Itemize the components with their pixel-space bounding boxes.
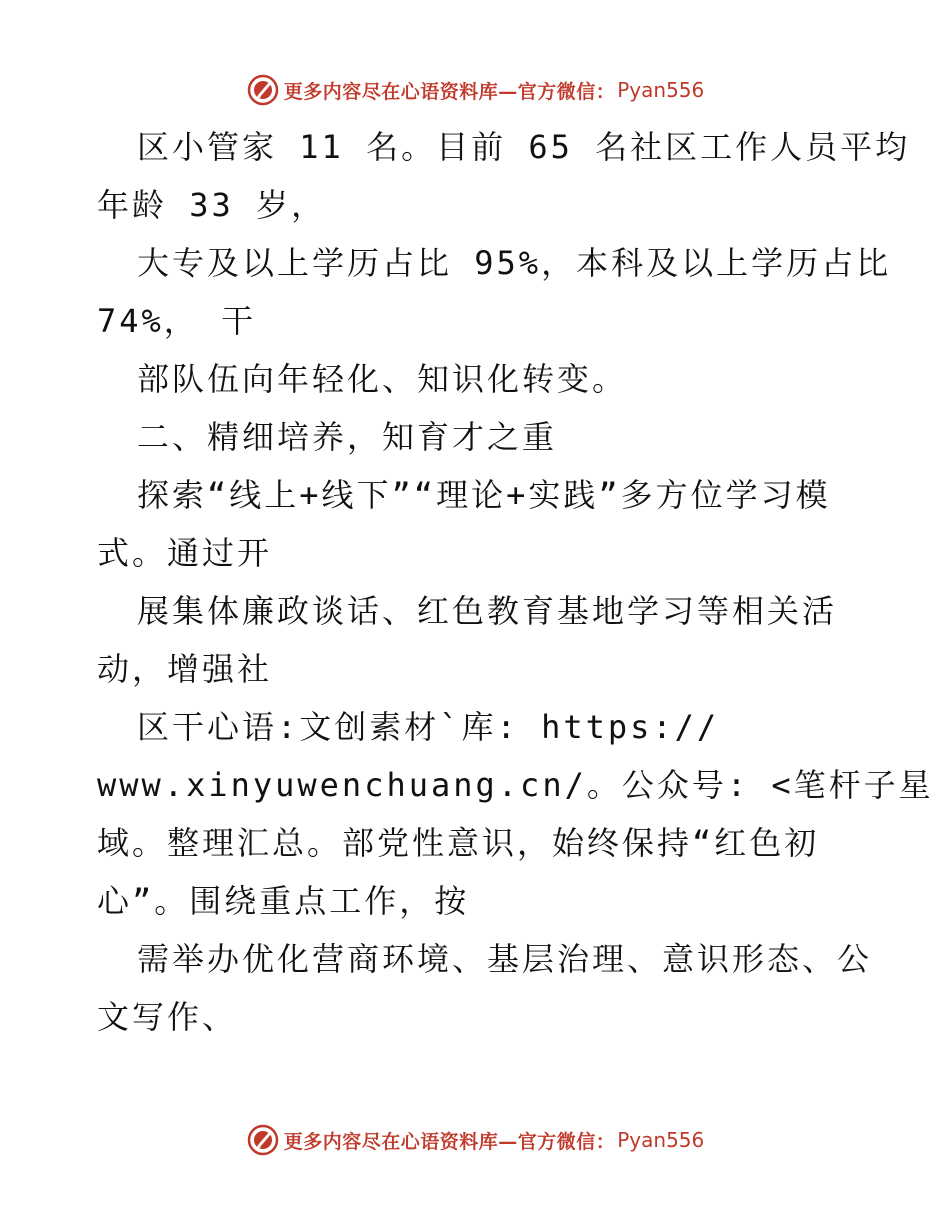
text-line: 部队伍向年轻化、知识化转变。 <box>137 360 628 398</box>
text-line: 探索“线上+线下”“理论+实践”多方位学习模 <box>137 476 831 514</box>
watermark-text: 更多内容尽在心语资料库—官方微信： <box>283 80 616 103</box>
text-line: 式。通过开 <box>97 534 273 572</box>
footer-watermark <box>0 1120 950 1160</box>
text-line: 文写作、 <box>97 998 238 1036</box>
text-line: 动，增强社 <box>97 650 273 688</box>
text-line: 区小管家 11 名。目前 65 名社区工作人员平均 <box>137 128 911 166</box>
watermark-text: 更多内容尽在心语资料库—官方微信： <box>283 1130 616 1153</box>
text-line: 74%， 干 <box>97 302 257 340</box>
text-line: 心”。围绕重点工作，按 <box>97 882 470 920</box>
text-line: 大专及以上学历占比 95%，本科及以上学历占比 <box>137 244 892 282</box>
text-line: 域。整理汇总。部党性意识，始终保持“红色初 <box>97 824 820 862</box>
text-line: 展集体廉政谈话、红色教育基地学习等相关活 <box>137 592 838 630</box>
watermark-account: Pyan556 <box>617 1128 705 1152</box>
text-line: www.xinyuwenchuang.cn/。公众号: <笔杆子星 <box>97 766 934 804</box>
text-line: 二、精细培养，知育才之重 <box>137 418 558 456</box>
header-watermark <box>0 70 950 110</box>
document-body <box>97 118 934 1046</box>
watermark-account: Pyan556 <box>617 78 705 102</box>
quill-seal-icon <box>246 73 280 107</box>
text-line: 区干心语:文创素材`库: https:// <box>137 708 720 746</box>
quill-seal-icon <box>246 1123 280 1157</box>
text-line: 需举办优化营商环境、基层治理、意识形态、公 <box>137 940 873 978</box>
text-line: 年龄 33 岁， <box>97 186 327 224</box>
